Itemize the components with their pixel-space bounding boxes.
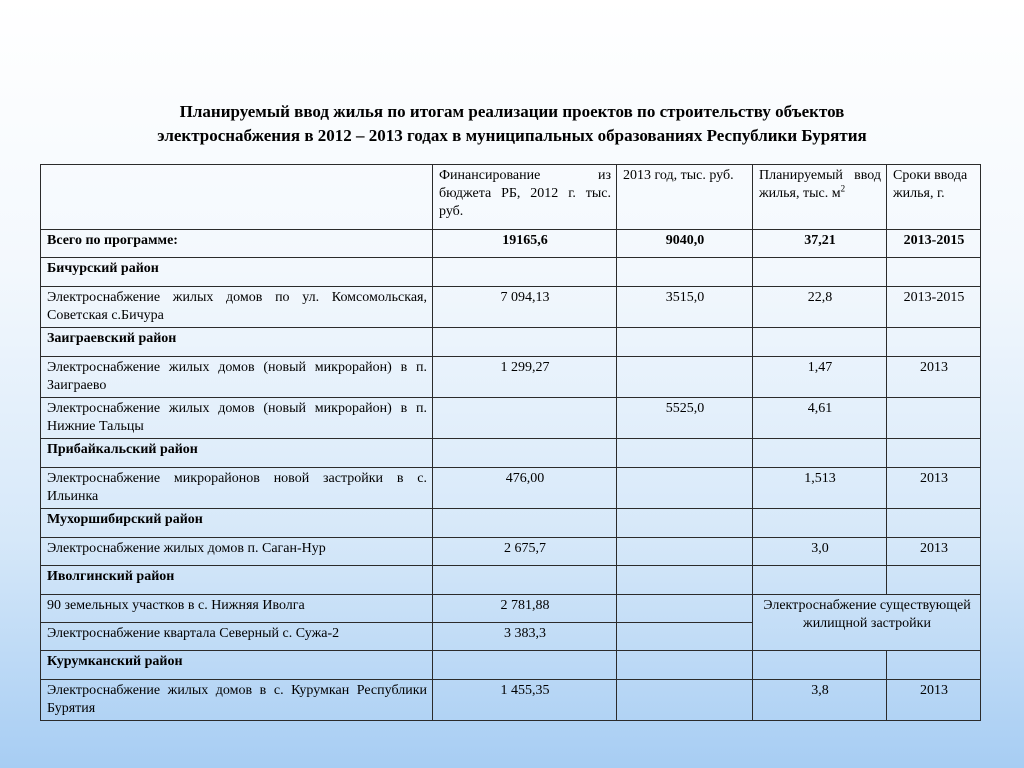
header-cell-planned-housing [753,165,887,230]
funding-2013: 3515,0 [617,287,753,328]
funding-2013 [617,468,753,509]
district-name: Бичурский район [41,258,433,287]
empty-cell [753,566,887,595]
district-row [41,651,981,680]
header-cell-financing-2012: Финансирование из бюджета РБ, 2012 г. тыс. руб. [433,165,617,230]
housing-terms: 2013 [887,468,981,509]
district-name: Заиграевский район [41,328,433,357]
housing-table [40,164,981,721]
district-row [41,258,981,287]
table-row [41,680,981,721]
project-name: Электроснабжение жилых домов в с. Курумкан Республики Бурятия [41,680,433,721]
table-row [41,538,981,566]
empty-cell [753,651,887,680]
funding-2013 [617,357,753,398]
empty-cell [433,651,617,680]
empty-cell [753,439,887,468]
total-terms: 2013-2015 [887,230,981,258]
empty-cell [887,328,981,357]
empty-cell [887,509,981,538]
planned-housing: 4,61 [753,398,887,439]
district-row [41,509,981,538]
table-row [41,468,981,509]
project-name: 90 земельных участков в с. Нижняя Иволга [41,595,433,623]
project-name: Электроснабжение жилых домов п. Саган-Нур [41,538,433,566]
total-financing-2012: 19165,6 [433,230,617,258]
header-cell-2013: 2013 год, тыс. руб. [617,165,753,230]
header-cell-terms: Сроки ввода жилья, г. [887,165,981,230]
title-line-2: электроснабжения в 2012 – 2013 годах в муниципальных образованиях Республики Бурятия [157,126,867,145]
empty-cell [753,509,887,538]
district-name: Мухоршибирский район [41,509,433,538]
empty-cell [433,328,617,357]
total-housing: 37,21 [753,230,887,258]
project-name: Электроснабжение жилых домов по ул. Комсомольская, Советская с.Бичура [41,287,433,328]
empty-cell [617,258,753,287]
housing-terms: 2013 [887,680,981,721]
header-planned-housing-sup: 2 [840,183,846,194]
district-name: Курумканский район [41,651,433,680]
empty-cell [617,651,753,680]
financing-2012: 7 094,13 [433,287,617,328]
title-line-1: Планируемый ввод жилья по итогам реализации проектов по строительству объектов [179,102,845,121]
empty-cell [887,439,981,468]
empty-cell [887,566,981,595]
financing-2012: 1 455,35 [433,680,617,721]
project-name: Электроснабжение микрорайонов новой застройки в с. Ильинка [41,468,433,509]
district-row [41,439,981,468]
page-title [60,100,964,148]
financing-2012 [433,398,617,439]
empty-cell [433,566,617,595]
financing-2012: 1 299,27 [433,357,617,398]
empty-cell [753,258,887,287]
planned-housing: 22,8 [753,287,887,328]
district-row [41,566,981,595]
empty-cell [617,439,753,468]
planned-housing: 3,0 [753,538,887,566]
financing-2012: 2 781,88 [433,595,617,623]
empty-cell [887,258,981,287]
table-header-row [41,165,981,230]
financing-2012: 3 383,3 [433,623,617,651]
total-label: Всего по программе: [41,230,433,258]
table-row [41,595,981,623]
financing-2012: 476,00 [433,468,617,509]
funding-2013: 5525,0 [617,398,753,439]
funding-2013 [617,538,753,566]
total-2013: 9040,0 [617,230,753,258]
housing-terms: 2013-2015 [887,287,981,328]
financing-2012: 2 675,7 [433,538,617,566]
planned-housing: 3,8 [753,680,887,721]
empty-cell [753,328,887,357]
funding-2013 [617,680,753,721]
district-name: Прибайкальский район [41,439,433,468]
empty-cell [617,328,753,357]
housing-terms: 2013 [887,357,981,398]
planned-housing: 1,47 [753,357,887,398]
district-row [41,328,981,357]
planned-housing: 1,513 [753,468,887,509]
total-row [41,230,981,258]
district-name: Иволгинский район [41,566,433,595]
empty-cell [617,566,753,595]
funding-2013 [617,595,753,623]
project-name: Электроснабжение жилых домов (новый микрорайон) в п. Нижние Тальцы [41,398,433,439]
table-row [41,357,981,398]
header-cell-name [41,165,433,230]
empty-cell [433,258,617,287]
project-name: Электроснабжение жилых домов (новый микрорайон) в п. Заиграево [41,357,433,398]
housing-terms: 2013 [887,538,981,566]
table-row [41,287,981,328]
empty-cell [887,651,981,680]
funding-2013 [617,623,753,651]
table-row [41,398,981,439]
housing-terms [887,398,981,439]
project-name: Электроснабжение квартала Северный с. Сужа-2 [41,623,433,651]
header-planned-housing-text: Планируемый ввод жилья, тыс. м [759,168,881,201]
merged-note-cell: Электроснабжение существующей жилищной застройки [753,595,981,651]
empty-cell [433,439,617,468]
empty-cell [433,509,617,538]
empty-cell [617,509,753,538]
